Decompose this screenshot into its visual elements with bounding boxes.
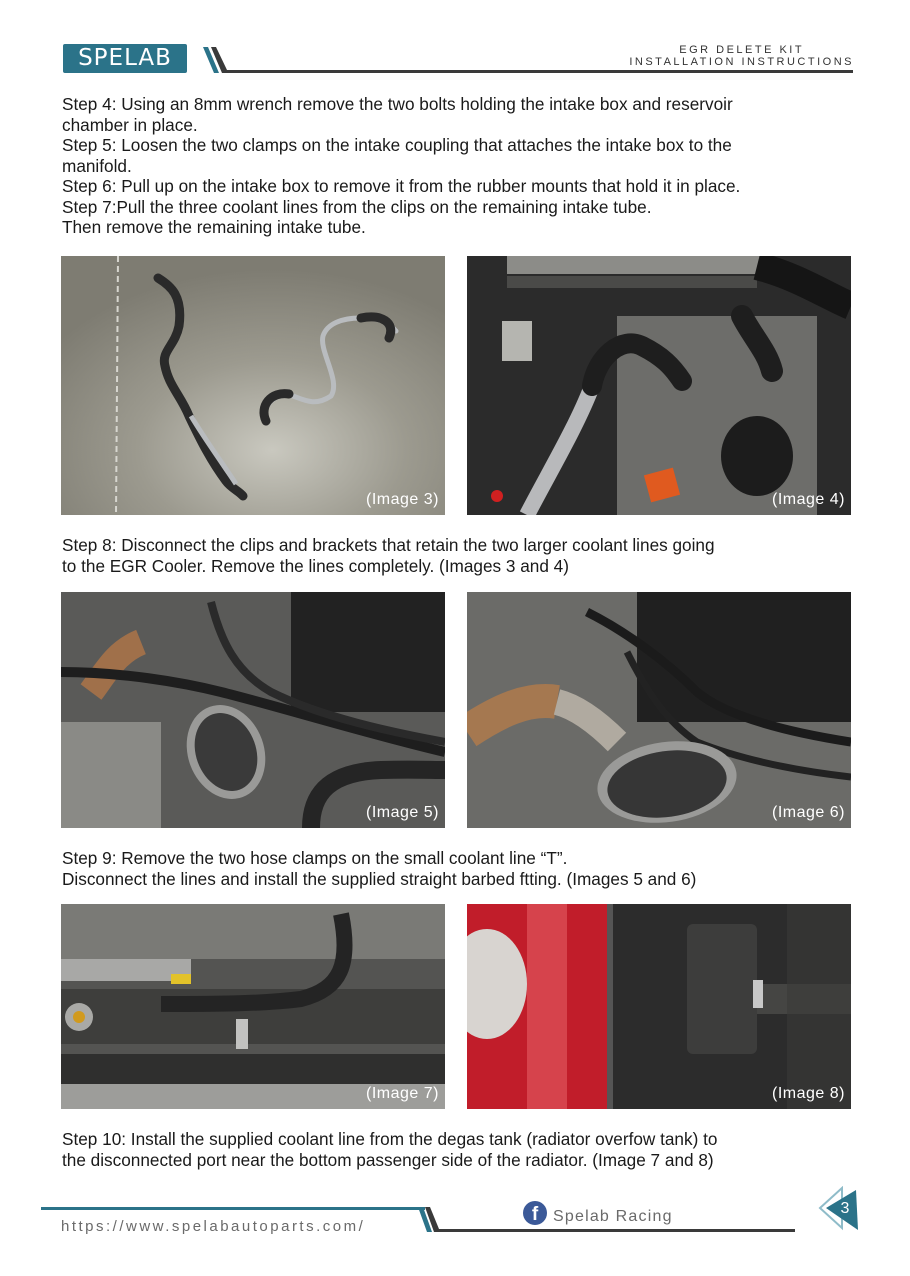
- photo-caption: (Image 8): [772, 1085, 845, 1102]
- text-line: Step 9: Remove the two hose clamps on the small coolant line “T”.: [62, 848, 568, 868]
- photo-caption: (Image 4): [772, 491, 845, 508]
- footer-rule-dark: [435, 1229, 795, 1232]
- text-line: to the EGR Cooler. Remove the lines completely. (Images 3 and 4): [62, 555, 569, 576]
- photo-caption: (Image 5): [366, 804, 439, 821]
- photo-image-5: [61, 592, 445, 828]
- egr-cooler-tee-illustration: [61, 592, 445, 828]
- spelab-logo: SPELAB: [63, 44, 187, 73]
- website-link[interactable]: https://www.spelabautoparts.com/: [61, 1218, 366, 1235]
- text-line: Step 8: Disconnect the clips and brackets that retain the two larger coolant lines going: [62, 535, 715, 555]
- text-line: Step 5: Loosen the two clamps on the intake coupling that attaches the intake box to the: [62, 135, 732, 155]
- text-line: the disconnected port near the bottom passenger side of the radiator. (Image 7 and 8): [62, 1149, 714, 1170]
- photo-image-3: [61, 256, 445, 515]
- degas-tank-line-illustration: [467, 904, 851, 1109]
- social-label[interactable]: Spelab Racing: [553, 1208, 673, 1225]
- facebook-icon[interactable]: f: [523, 1201, 547, 1225]
- text-line: Step 4: Using an 8mm wrench remove the two bolts holding the intake box and reservoir: [62, 94, 733, 114]
- footer-rule-blue: [41, 1207, 425, 1210]
- photo-caption: (Image 3): [366, 491, 439, 508]
- header-rule: [222, 70, 853, 73]
- radiator-port-illustration: [61, 904, 445, 1109]
- step-10-text: [62, 1129, 857, 1170]
- photo-image-7: [61, 904, 445, 1109]
- photo-image-6: [467, 592, 851, 828]
- engine-bay-coolant-lines-illustration: [467, 256, 851, 515]
- text-line: Step 6: Pull up on the intake box to remove it from the rubber mounts that hold it in place.: [62, 176, 741, 196]
- photo-caption: (Image 7): [366, 1085, 439, 1102]
- document-title: [629, 44, 854, 68]
- step-9-text: [62, 848, 857, 889]
- text-line: Then remove the remaining intake tube.: [62, 217, 366, 237]
- document-title-line2: INSTALLATION INSTRUCTIONS: [629, 56, 854, 68]
- photo-image-4: [467, 256, 851, 515]
- steps-4-7-text: [62, 94, 857, 238]
- document-title-line1: EGR DELETE KIT: [679, 44, 805, 56]
- text-line: Step 7:Pull the three coolant lines from the clips on the remaining intake tube.: [62, 196, 652, 217]
- text-line: chamber in place.: [62, 114, 198, 135]
- text-line: manifold.: [62, 155, 132, 176]
- photo-image-8: [467, 904, 851, 1109]
- step-8-text: [62, 535, 857, 576]
- page-number: 3: [840, 1200, 850, 1217]
- text-line: Step 10: Install the supplied coolant line from the degas tank (radiator overfow tank) to: [62, 1129, 718, 1149]
- coolant-lines-on-floor-illustration: [61, 256, 445, 515]
- egr-cooler-barbed-fitting-illustration: [467, 592, 851, 828]
- text-line: Disconnect the lines and install the supplied straight barbed ftting. (Images 5 and 6): [62, 868, 697, 889]
- photo-caption: (Image 6): [772, 804, 845, 821]
